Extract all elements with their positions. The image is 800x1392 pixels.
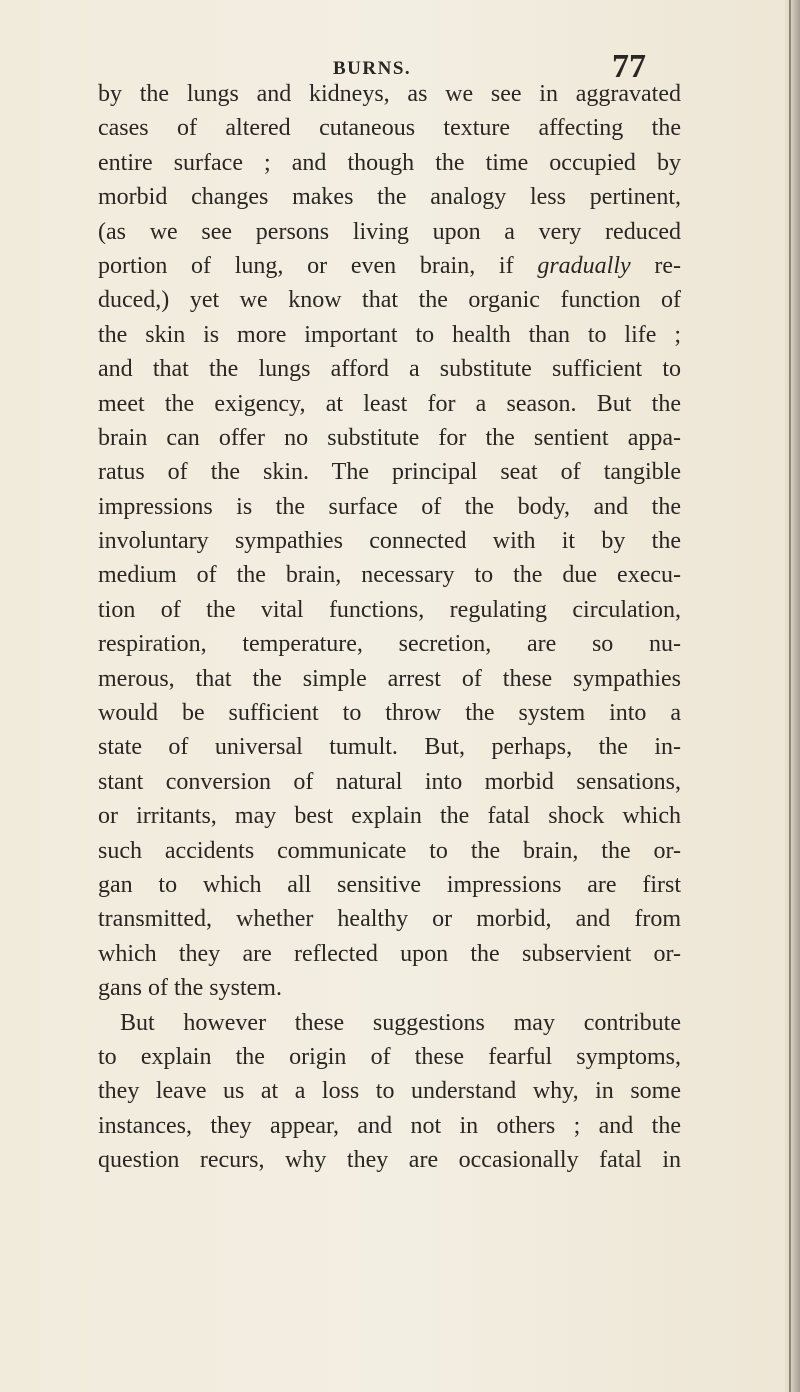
body-text	[98, 77, 681, 1178]
text-line: or irritants, may best explain the fatal shock which	[98, 803, 681, 830]
text-line: state of universal tumult. But, perhaps, the in-	[98, 734, 681, 761]
binding-edge-line	[789, 0, 791, 1392]
text-line: question recurs, why they are occasionally fatal in	[98, 1147, 681, 1174]
text-line: instances, they appear, and not in others ; and the	[98, 1112, 681, 1139]
page-number: 77	[612, 48, 646, 85]
page-edge-shadow	[784, 0, 800, 1392]
text-line: impressions is the surface of the body, and the	[98, 493, 681, 520]
text-line: But however these suggestions may contribute	[120, 1009, 681, 1036]
text-run: portion of lung, or even brain, if	[98, 252, 538, 279]
text-line: medium of the brain, necessary to the due execu-	[98, 562, 681, 589]
italic-word: gradually	[537, 252, 631, 279]
text-line: merous, that the simple arrest of these sympathies	[98, 665, 681, 692]
text-line: and that the lungs afford a substitute sufficient to	[98, 356, 681, 383]
text-line: (as we see persons living upon a very reduced	[98, 218, 681, 245]
text-line	[98, 249, 681, 283]
text-line: to explain the origin of these fearful symptoms,	[98, 1043, 681, 1070]
text-line: brain can offer no substitute for the sentient appa-	[98, 424, 681, 451]
text-line: cases of altered cutaneous texture affecting the	[98, 115, 681, 142]
text-line: morbid changes makes the analogy less pertinent,	[98, 184, 681, 211]
text-line: ratus of the skin. The principal seat of tangible	[98, 459, 681, 486]
text-line: transmitted, whether healthy or morbid, and from	[98, 906, 681, 933]
running-head: BURNS.	[333, 58, 412, 79]
text-line: duced,) yet we know that the organic function of	[98, 287, 681, 314]
text-line: gans of the system.	[98, 975, 282, 1002]
text-line: by the lungs and kidneys, as we see in aggravated	[98, 81, 681, 107]
text-line: meet the exigency, at least for a season. But the	[98, 390, 681, 417]
text-line: respiration, temperature, secretion, are so nu-	[98, 631, 681, 658]
text-line: entire surface ; and though the time occupied by	[98, 149, 681, 176]
text-line: such accidents communicate to the brain, the or-	[98, 837, 681, 864]
text-line: would be sufficient to throw the system into a	[98, 700, 681, 727]
text-line: involuntary sympathies connected with it by the	[98, 528, 681, 555]
text-line: gan to which all sensitive impressions are first	[98, 871, 681, 898]
text-run: re-	[630, 252, 681, 279]
text-line: the skin is more important to health than to life ;	[98, 321, 681, 348]
text-line: they leave us at a loss to understand why, in some	[98, 1078, 681, 1105]
text-line: which they are reflected upon the subservient or-	[98, 940, 681, 967]
text-line: stant conversion of natural into morbid sensations,	[98, 768, 681, 795]
text-line: tion of the vital functions, regulating circulation,	[98, 596, 681, 623]
